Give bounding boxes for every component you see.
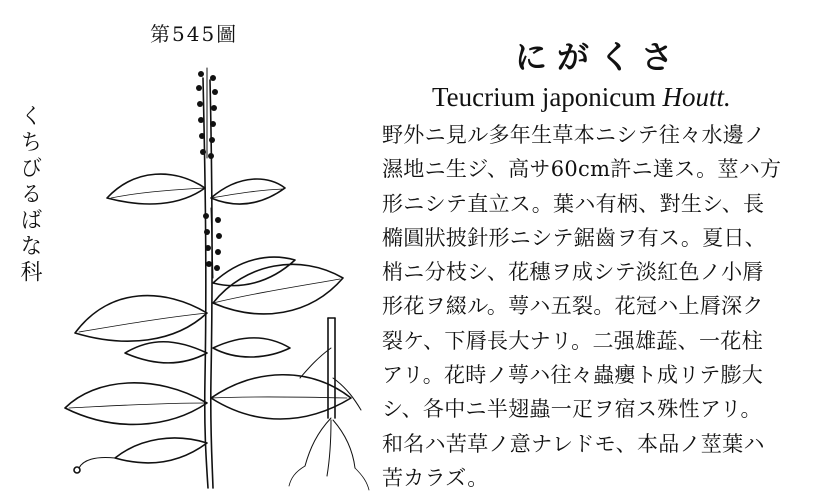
genus-species: Teucrium japonicum xyxy=(432,82,656,112)
page-title: にがくさ xyxy=(515,38,684,76)
description-line: 裂ケ、下脣長大ナリ。二强雄蕋、一花柱 xyxy=(382,328,763,353)
description-line: アリ。花時ノ萼ハ往々蟲癭ト成リテ膨大 xyxy=(382,363,764,388)
family-label: くちびるばな科 xyxy=(17,104,42,286)
description-line: 野外ニ見ル多年生草本ニシテ往々水邊ノ xyxy=(382,123,766,147)
description-line: 和名ハ苦草ノ意ナレドモ、本品ノ莖葉ハ xyxy=(382,431,765,456)
author-name: Houtt. xyxy=(662,82,731,112)
description-line: 形ニシテ直立ス。葉ハ有柄、對生シ、長 xyxy=(382,191,765,216)
description-line: 濕地ニ生ジ、高サ60cm許ニ達ス。莖ハ方 xyxy=(382,157,782,182)
description-line: 苦カラズ。 xyxy=(382,465,489,490)
description-line: 梢ニ分枝シ、花穗ヲ成シテ淡紅色ノ小脣 xyxy=(382,260,764,285)
scientific-name xyxy=(432,82,731,113)
description-text xyxy=(382,118,834,495)
description-line: 形花ヲ綴ル。萼ハ五裂。花冠ハ上脣深ク xyxy=(382,294,764,319)
figure-number: 第545圖 xyxy=(150,22,239,46)
teucrium-plant-illustration xyxy=(55,48,375,496)
description-line: 橢圓狀披針形ニシテ鋸齒ヲ有ス。夏日、 xyxy=(382,225,767,250)
description-line: シ、各中ニ半翅蟲一疋ヲ宿ス殊性アリ。 xyxy=(382,397,762,422)
